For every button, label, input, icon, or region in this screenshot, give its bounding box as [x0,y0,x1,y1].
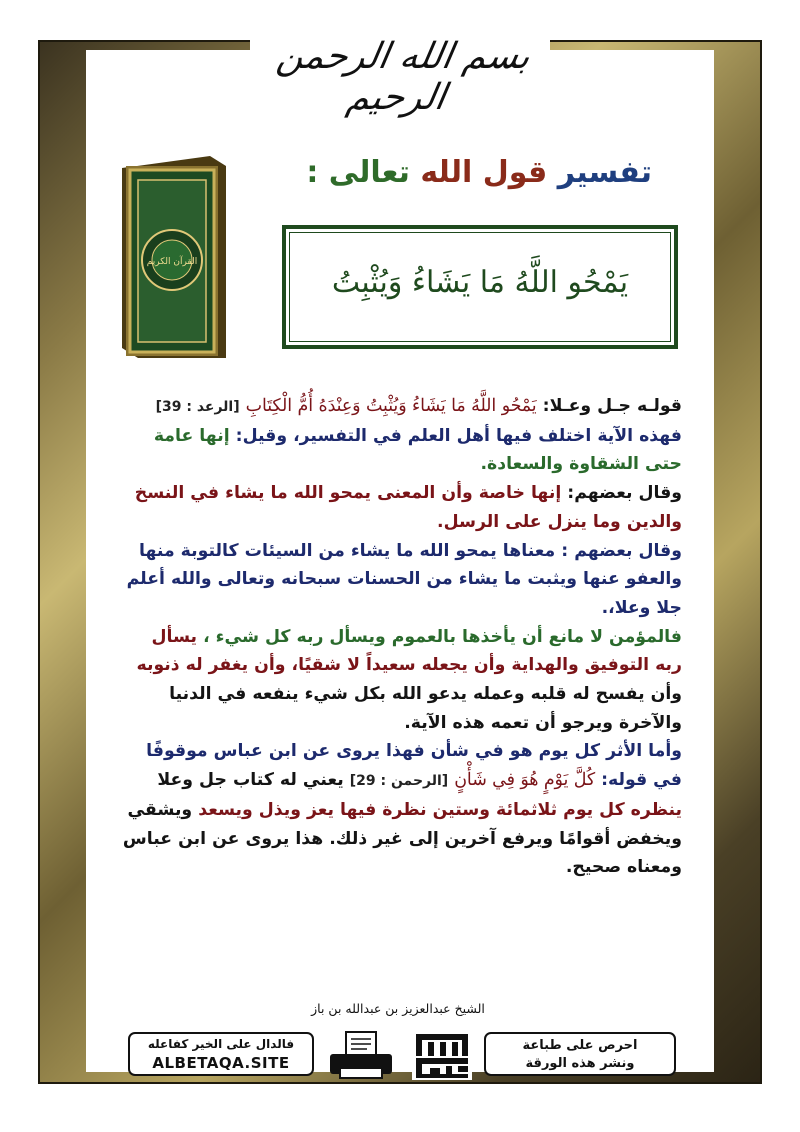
book-label: القرآن الكريم [146,257,198,267]
title-part-tafsir: تفسير [557,155,652,190]
p1-quote: يَمْحُو اللَّهُ مَا يَشَاءُ وَيُثْبِتُ وَعِنْدَهُ أُمُّ الْكِتَابِ [245,396,537,416]
p6c: ينظره كل يوم ثلاثمائة وستين نظرة فيها يعز ويذل ويسعد [198,799,682,820]
paragraph-1 [122,392,682,422]
p6a: وأما الأثر كل يوم هو في شأن فهذا يروى عن ابن عباس موقوفًا في قوله: [146,741,682,791]
p4: وقال بعضهم : معناها يمحو الله ما يشاء من السيئات كالتوبة منها والعفو عنها ويثبت ما يشاء من الحسنات سبحانه وتعالى والله أعلم جلا وعلا،. [126,540,682,618]
p5a: فالمؤمن لا مانع أن يأخذها بالعموم ويسأل ربه كل شيء ، [203,626,682,647]
paragraph-2 [122,422,682,479]
p6b: يعني له كتاب جل وعلا [157,770,344,791]
p2a: فهذه الآية اختلف فيها أهل العلم في التفسير، وقيل: [235,425,682,446]
p1-ref: [الرعد : 39] [155,399,240,415]
page-title [300,155,652,190]
paragraph-4 [122,537,682,623]
title-part-qawl: قول الله [420,155,548,190]
footer-site-link[interactable]: ALBETAQA.SITE [152,1054,290,1072]
verse-box [282,225,678,349]
p6-ref: [الرحمن : 29] [349,773,449,790]
title-part-taala: تعالى : [306,155,410,190]
footer-print-box [484,1032,676,1076]
albetaqa-logo-icon [410,1028,474,1082]
p5c: وأن يفسح له قلبه وعمله يدعو الله بكل شيء ينفعه في الدنيا والآخرة ويرجو أن تعمه هذه الآية. [169,684,682,733]
tafsir-body [122,392,682,882]
sheikh-attribution: الشيخ عبدالعزيز بن عبدالله بن باز [311,1001,485,1016]
p1-lead: قولـه جـل وعـلا: [542,396,682,416]
printer-icon [324,1030,398,1080]
paragraph-3 [122,479,682,536]
footer-site-box [128,1032,314,1076]
footer-print-line2: ونشر هذه الورقة [525,1056,635,1071]
p6-quote: كُلَّ يَوْمٍ هُوَ فِي شَأْنٍ [454,770,596,791]
p3a: وقال بعضهم: [567,483,682,504]
basmala-calligraphy: بسم الله الرحمن الرحيم [273,36,534,118]
p3b: إنها خاصة وأن المعنى يمحو الله ما يشاء في النسخ والدين وما ينزل على الرسل. [134,483,682,532]
footer-print-line1: احرص على طباعة [522,1038,638,1053]
quran-book-icon [118,152,230,362]
p5b: يسأل ربه التوفيق والهداية وأن يجعله سعيداً لا شقيًا، وأن يغفر له ذنوبه [136,626,682,676]
paragraph-5 [122,623,682,738]
featured-verse: يَمْحُو اللَّهُ مَا يَشَاءُ وَيُثْبِتُ [331,265,629,300]
basmala-header [250,14,550,118]
paragraph-6 [122,737,682,882]
p6d: ويشقي ويخفض أقوامًا ويرفع آخرين إلى غير ذلك. هذا يروى عن ابن عباس ومعناه صحيح. [122,799,682,878]
footer-saying: فالدال على الخير كفاعله [147,1037,295,1051]
p2b: إنها عامة حتى الشقاوة والسعادة. [153,425,682,475]
footer-bar [128,1028,678,1082]
